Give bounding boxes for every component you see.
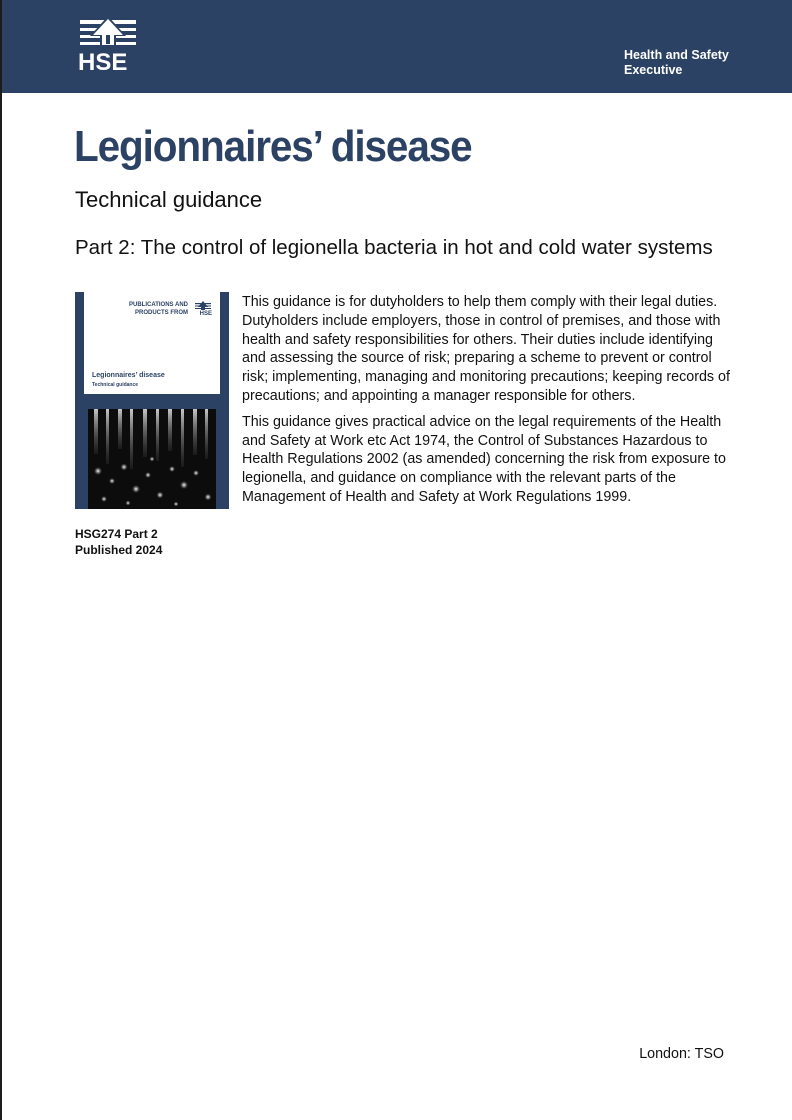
document-title: Legionnaires’ disease [74,122,472,171]
cover-header-panel [84,292,220,394]
organisation-line-2: Executive [624,63,683,77]
organisation-line-1: Health and Safety [624,48,729,62]
publication-reference: HSG274 Part 2 [75,527,158,541]
cover-publications-line-2: PRODUCTS FROM [135,310,188,316]
introduction-text [242,293,732,514]
cover-thumbnail [75,292,229,509]
hse-logo-text: HSE [78,49,128,76]
water-droplets-image [88,409,216,509]
publication-info [75,526,162,558]
cover-publications-label [129,301,188,317]
publication-date: Published 2024 [75,543,163,557]
header-banner [2,0,792,93]
introduction-paragraph-2: This guidance gives practical advice on the legal requirements of the Health and Safety at Work etc Act 1974, the Control of Substances Hazardous to Health Regulations 2002 (as amended) concerning the risk from exposure to legionella, and guidance on compliance with the relevant parts of the Management of Health and Safety at Work Regulations 1999. [242,413,726,505]
publisher-imprint: London: TSO [639,1046,724,1062]
cover-subtitle: Technical guidance [92,382,139,388]
introduction-paragraph-1: This guidance is for dutyholders to help them comply with their legal duties. Dutyholders include employers, those in control of premises, and those with health and safety responsibilities for others. Their duties include identifying and assessing the source of risk; preparing a scheme to prevent or control risk; implementing, managing and monitoring precautions; keeping records of precautions; and appointing a manager responsible for others. [242,294,730,404]
organisation-name [624,48,764,78]
document-subtitle: Technical guidance [75,187,263,212]
cover-publications-line-1: PUBLICATIONS AND [129,302,188,308]
part-title: Part 2: The control of legionella bacteria in hot and cold water systems [75,236,713,259]
cover-hse-logo-text: HSE [199,311,212,317]
cover-title: Legionnaires’ disease [92,372,165,379]
